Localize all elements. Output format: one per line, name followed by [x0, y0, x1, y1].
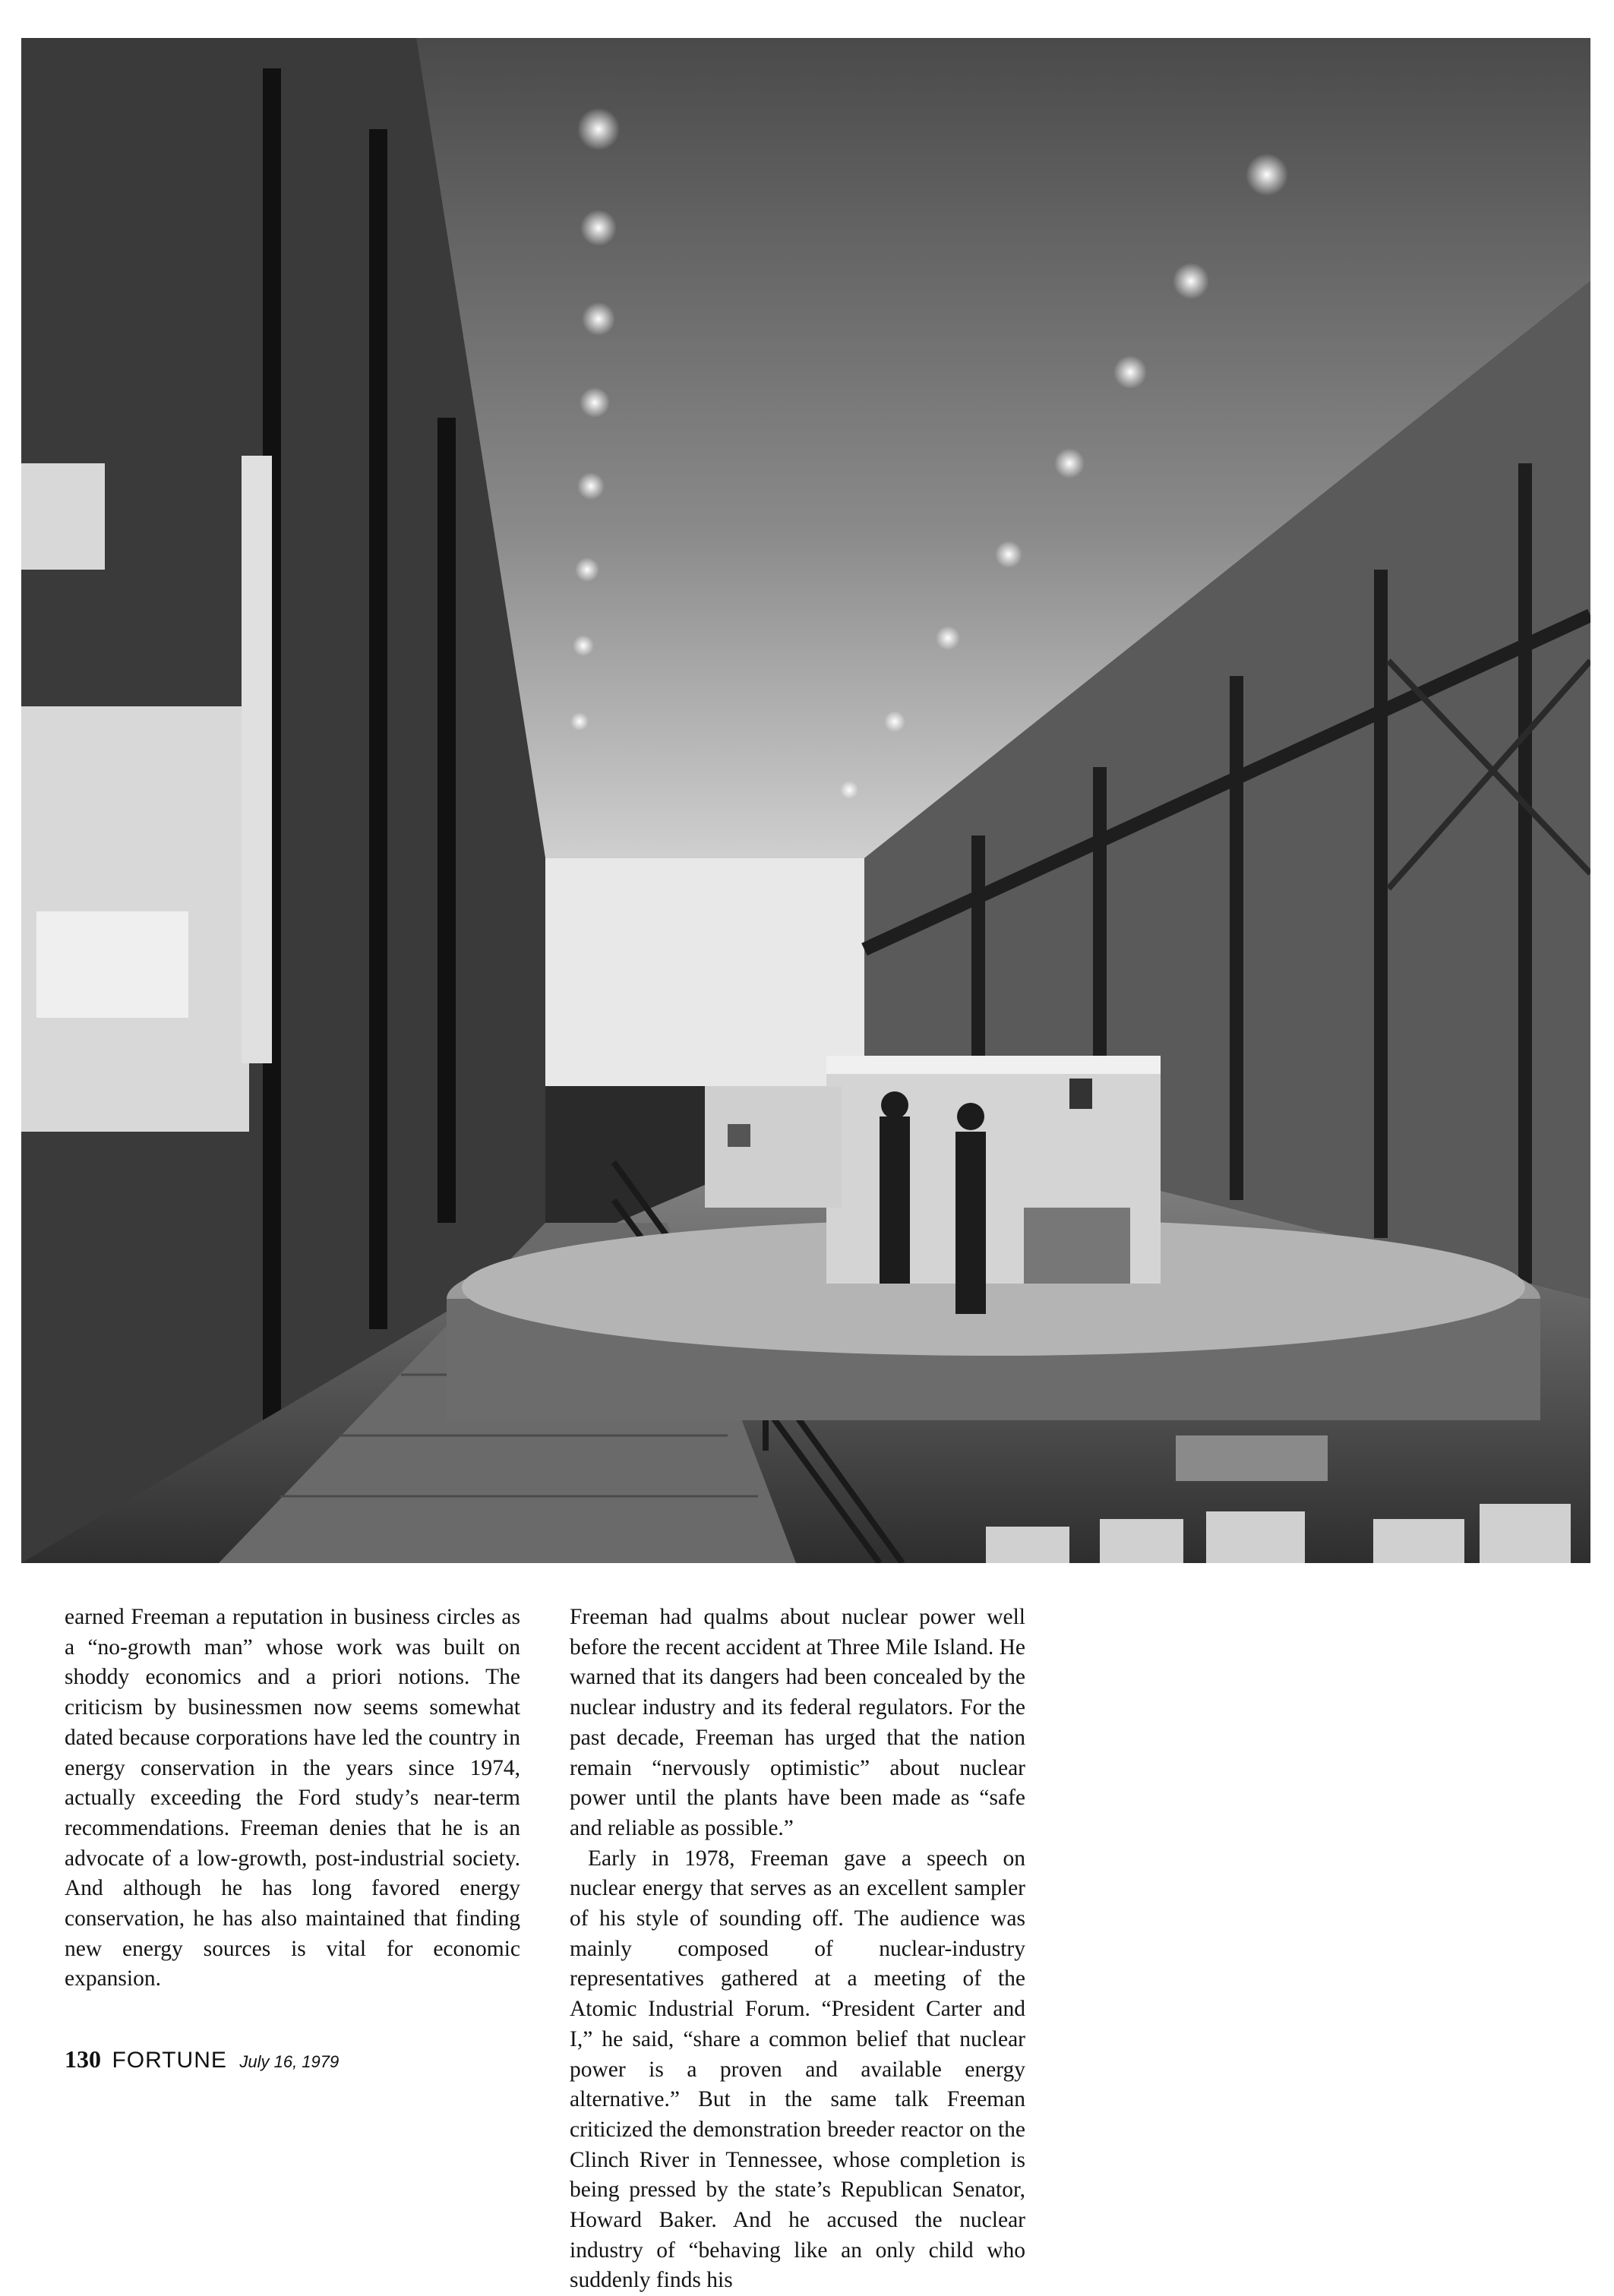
article-column-2 [570, 1603, 1025, 2296]
photo-illustration [21, 38, 1590, 1563]
page-footer [65, 2045, 339, 2073]
page-number: 130 [65, 2045, 101, 2073]
article-column-1 [65, 1603, 520, 1994]
paragraph: Freeman had qualms about nuclear power well before the recent accident at Three Mile Island. He warned that its dangers had been concealed by the nuclear industry and its federal regulators. For the past decade, Freeman has urged that the nation remain “nervously optimistic” about nuclear power until the plants have been made as “safe and reliable as possible.” [570, 1605, 1025, 1840]
paragraph: earned Freeman a reputation in business circles as a “no-growth man” whose work was built on shoddy economics and a priori notions. The criticism by businessmen now seems somewhat dated because corporations have led the country in energy conservation in the years since 1974, actually exceeding the Ford study’s near-term recommendations. Freeman denies that he is an advocate of a low-growth, post-industrial society. And although he has long favored energy conservation, he has also maintained that finding new energy sources is vital for economic expansion. [65, 1605, 520, 1991]
paragraph: Early in 1978, Freeman gave a speech on nuclear energy that serves as an excellent sampler of his style of sounding off. The audience was mainly composed of nuclear-industry representatives gathered at a meeting of the Atomic Industrial Forum. “President Carter and I,” he said, “share a common belief that nuclear power is a proven and available energy alternative.” But in the same talk Freeman criticized the demonstration breeder reactor on the Clinch River in Tennessee, whose completion is being pressed by the state’s Republican Senator, Howard Baker. And he accused the nuclear industry of “behaving like an only child who suddenly finds his [570, 1846, 1025, 2293]
turbine-hall-photo [21, 38, 1590, 1563]
magazine-name: FORTUNE [112, 2048, 227, 2073]
issue-date: July 16, 1979 [239, 2052, 340, 2071]
